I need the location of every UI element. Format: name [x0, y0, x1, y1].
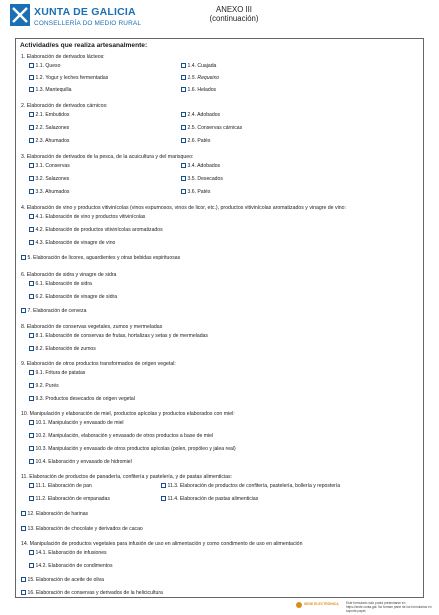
checkbox-item[interactable]: 3.6. Patés [181, 188, 210, 196]
page-footer [296, 601, 436, 613]
checkbox-item[interactable]: 1.4. Cuajada [181, 62, 216, 70]
brand-title: XUNTA DE GALICIA [34, 6, 136, 18]
checkbox-item[interactable]: 16. Elaboración de conservas y derivados de la helicicultura [21, 589, 163, 597]
checkbox-item[interactable]: 9.3. Productos desecados de origen vegetal [29, 395, 135, 403]
checkbox[interactable] [29, 420, 34, 425]
checkbox[interactable] [29, 87, 34, 92]
checkbox[interactable] [21, 511, 26, 516]
checkbox-item[interactable]: 9.2. Purés [29, 382, 59, 390]
checkbox-item[interactable]: 3.1. Conservas [29, 162, 70, 170]
page-header [10, 4, 430, 34]
checkbox[interactable] [29, 214, 34, 219]
checkbox[interactable] [29, 550, 34, 555]
checkbox[interactable] [181, 125, 186, 130]
checkbox-item[interactable]: 1.6. Helados [181, 86, 216, 94]
activities-form [15, 38, 424, 598]
checkbox-item[interactable]: 2.4. Adobados [181, 111, 220, 119]
checkbox[interactable] [181, 138, 186, 143]
checkbox-item[interactable]: 8.1. Elaboración de conservas de frutas, hortalizas y setas y de mermeladas [29, 332, 208, 340]
section-title: 11. Elaboración de productos de panadería, confitería y pastelería, y de pastas alimenticias: [21, 474, 232, 480]
checkbox[interactable] [181, 176, 186, 181]
checkbox[interactable] [29, 446, 34, 451]
checkbox[interactable] [21, 590, 26, 595]
checkbox-item[interactable]: 10.2. Manipulación, elaboración y envasado de otros productos a base de miel [29, 432, 213, 440]
checkbox-item[interactable]: 2.2. Salazones [29, 124, 69, 132]
section-title: 8. Elaboración de conservas vegetales, zumos y mermeladas [21, 324, 163, 330]
checkbox[interactable] [29, 281, 34, 286]
footer-note: Este formulario sólo podrá presentarse en https://sede.xunta.gal. No forman parte de los formularios en soporte papel. [346, 601, 432, 613]
checkbox-item[interactable]: 14.1. Elaboración de infusiones [29, 549, 107, 557]
section-title: 6. Elaboración de sidra y vinagre de sidra [21, 272, 117, 278]
checkbox-item[interactable]: 4.3. Elaboración de vinagre de vino [29, 239, 115, 247]
checkbox[interactable] [29, 75, 34, 80]
checkbox[interactable] [29, 63, 34, 68]
section-title: 14. Manipulación de productos vegetales para infusión de uso en alimentación y como condimento de uso en alimentación [21, 541, 303, 547]
annex-subtitle: (continuación) [209, 14, 259, 23]
checkbox[interactable] [29, 370, 34, 375]
checkbox-item[interactable]: 14.2. Elaboración de condimentos [29, 562, 113, 570]
checkbox[interactable] [29, 563, 34, 568]
checkbox[interactable] [181, 112, 186, 117]
checkbox[interactable] [21, 577, 26, 582]
checkbox[interactable] [29, 383, 34, 388]
checkbox-item[interactable]: 11.4. Elaboración de pastas alimenticias [161, 495, 258, 503]
checkbox[interactable] [21, 255, 26, 260]
footer-brand: SEDE ELECTRÓNICA [304, 602, 339, 606]
checkbox-item[interactable]: 13. Elaboración de chocolate y derivados de cacao [21, 525, 143, 533]
checkbox-item[interactable]: 4.2. Elaboración de productos vitivinícolas aromatizados [29, 226, 163, 234]
section-title: 1. Elaboración de derivados lácteos: [21, 54, 105, 60]
checkbox[interactable] [161, 483, 166, 488]
checkbox[interactable] [29, 346, 34, 351]
sede-logo-icon [296, 602, 302, 608]
checkbox[interactable] [29, 433, 34, 438]
checkbox-item[interactable]: 2.5. Conservas cárnicas [181, 124, 242, 132]
checkbox-item[interactable]: 7. Elaboración de cerveza [21, 307, 86, 315]
checkbox-item[interactable]: 6.2. Elaboración de vinagre de sidra [29, 293, 117, 301]
checkbox-item[interactable]: 11.2. Elaboración de empanadas [29, 495, 110, 503]
checkbox[interactable] [29, 294, 34, 299]
section-title: 9. Elaboración de otros productos transformados de origen vegetal: [21, 361, 176, 367]
checkbox-item[interactable]: 1.2. Yogur y leches fermentadas [29, 74, 108, 82]
checkbox[interactable] [29, 112, 34, 117]
checkbox[interactable] [29, 496, 34, 501]
checkbox-item[interactable]: 3.2. Salazones [29, 175, 69, 183]
checkbox[interactable] [21, 526, 26, 531]
checkbox-item[interactable]: 1.3. Mantequilla [29, 86, 71, 94]
checkbox-item[interactable]: 2.1. Embutidos [29, 111, 69, 119]
checkbox-item[interactable]: 10.3. Manipulación y envasado de otros productos apícolas (polen, propóleo y jalea real) [29, 445, 236, 453]
section-title: 3. Elaboración de derivados de la pesca, de la acuicultura y del marisqueo: [21, 154, 194, 160]
checkbox[interactable] [29, 227, 34, 232]
checkbox-item[interactable]: 3.4. Adobados [181, 162, 220, 170]
xunta-logo [10, 4, 30, 26]
checkbox[interactable] [181, 163, 186, 168]
checkbox-item[interactable]: 1.1. Queso [29, 62, 60, 70]
checkbox-item[interactable]: 11.1. Elaboración de pan [29, 482, 92, 490]
checkbox[interactable] [181, 189, 186, 194]
checkbox[interactable] [29, 176, 34, 181]
checkbox-item[interactable]: 3.3. Ahumados [29, 188, 69, 196]
section-title: 2. Elaboración de derivados cárnicos: [21, 103, 108, 109]
checkbox-item[interactable]: 10.4. Elaboración y envasado de hidromiel [29, 458, 132, 466]
checkbox[interactable] [29, 240, 34, 245]
checkbox[interactable] [29, 459, 34, 464]
department-name: CONSELLERÍA DO MEDIO RURAL [34, 20, 142, 27]
checkbox-item[interactable]: 2.3. Ahumados [29, 137, 69, 145]
checkbox-item[interactable]: 6.1. Elaboración de sidra [29, 280, 92, 288]
checkbox-item[interactable]: 5. Elaboración de licores, aguardientes y otras bebidas espirituosas [21, 254, 180, 262]
checkbox-item[interactable]: 2.6. Patés [181, 137, 210, 145]
checkbox[interactable] [29, 163, 34, 168]
checkbox[interactable] [181, 63, 186, 68]
checkbox-item[interactable]: 4.1. Elaboración de vino y productos vitivinícolas [29, 213, 145, 221]
annex-title: ANEXO III [216, 5, 252, 14]
checkbox-item[interactable]: 11.3. Elaboración de productos de confitería, pastelería, bollería y repostería [161, 482, 340, 490]
checkbox[interactable] [29, 483, 34, 488]
checkbox-item[interactable]: 8.2. Elaboración de zumos [29, 345, 96, 353]
checkbox-item[interactable]: 10.1. Manipulación y envasado de miel [29, 419, 124, 427]
checkbox-item[interactable]: 1.5. Requeixo [181, 74, 219, 82]
checkbox-item[interactable]: 12. Elaboración de harinas [21, 510, 88, 518]
form-title: Actividad/es que realiza artesanalmente: [20, 42, 148, 49]
checkbox-item[interactable]: 9.1. Fritura de patatas [29, 369, 85, 377]
checkbox[interactable] [181, 87, 186, 92]
checkbox[interactable] [29, 125, 34, 130]
section-title: 4. Elaboración de vino y productos vitivinícolas (vinos espumosos, vinos de licor, etc.), productos vitivinícolas aromatizados y vinagre de vino: [21, 205, 346, 211]
checkbox[interactable] [29, 189, 34, 194]
checkbox[interactable] [29, 333, 34, 338]
section-title: 10. Manipulación y elaboración de miel, productos apícolas y productos elaborados con miel: [21, 411, 235, 417]
checkbox-item[interactable]: 15. Elaboración de aceite de oliva [21, 576, 104, 584]
checkbox[interactable] [29, 138, 34, 143]
checkbox[interactable] [21, 308, 26, 313]
checkbox-item[interactable]: 3.5. Desecados [181, 175, 223, 183]
checkbox[interactable] [161, 496, 166, 501]
checkbox[interactable] [29, 396, 34, 401]
checkbox[interactable] [181, 75, 186, 80]
annex-heading [182, 5, 286, 23]
